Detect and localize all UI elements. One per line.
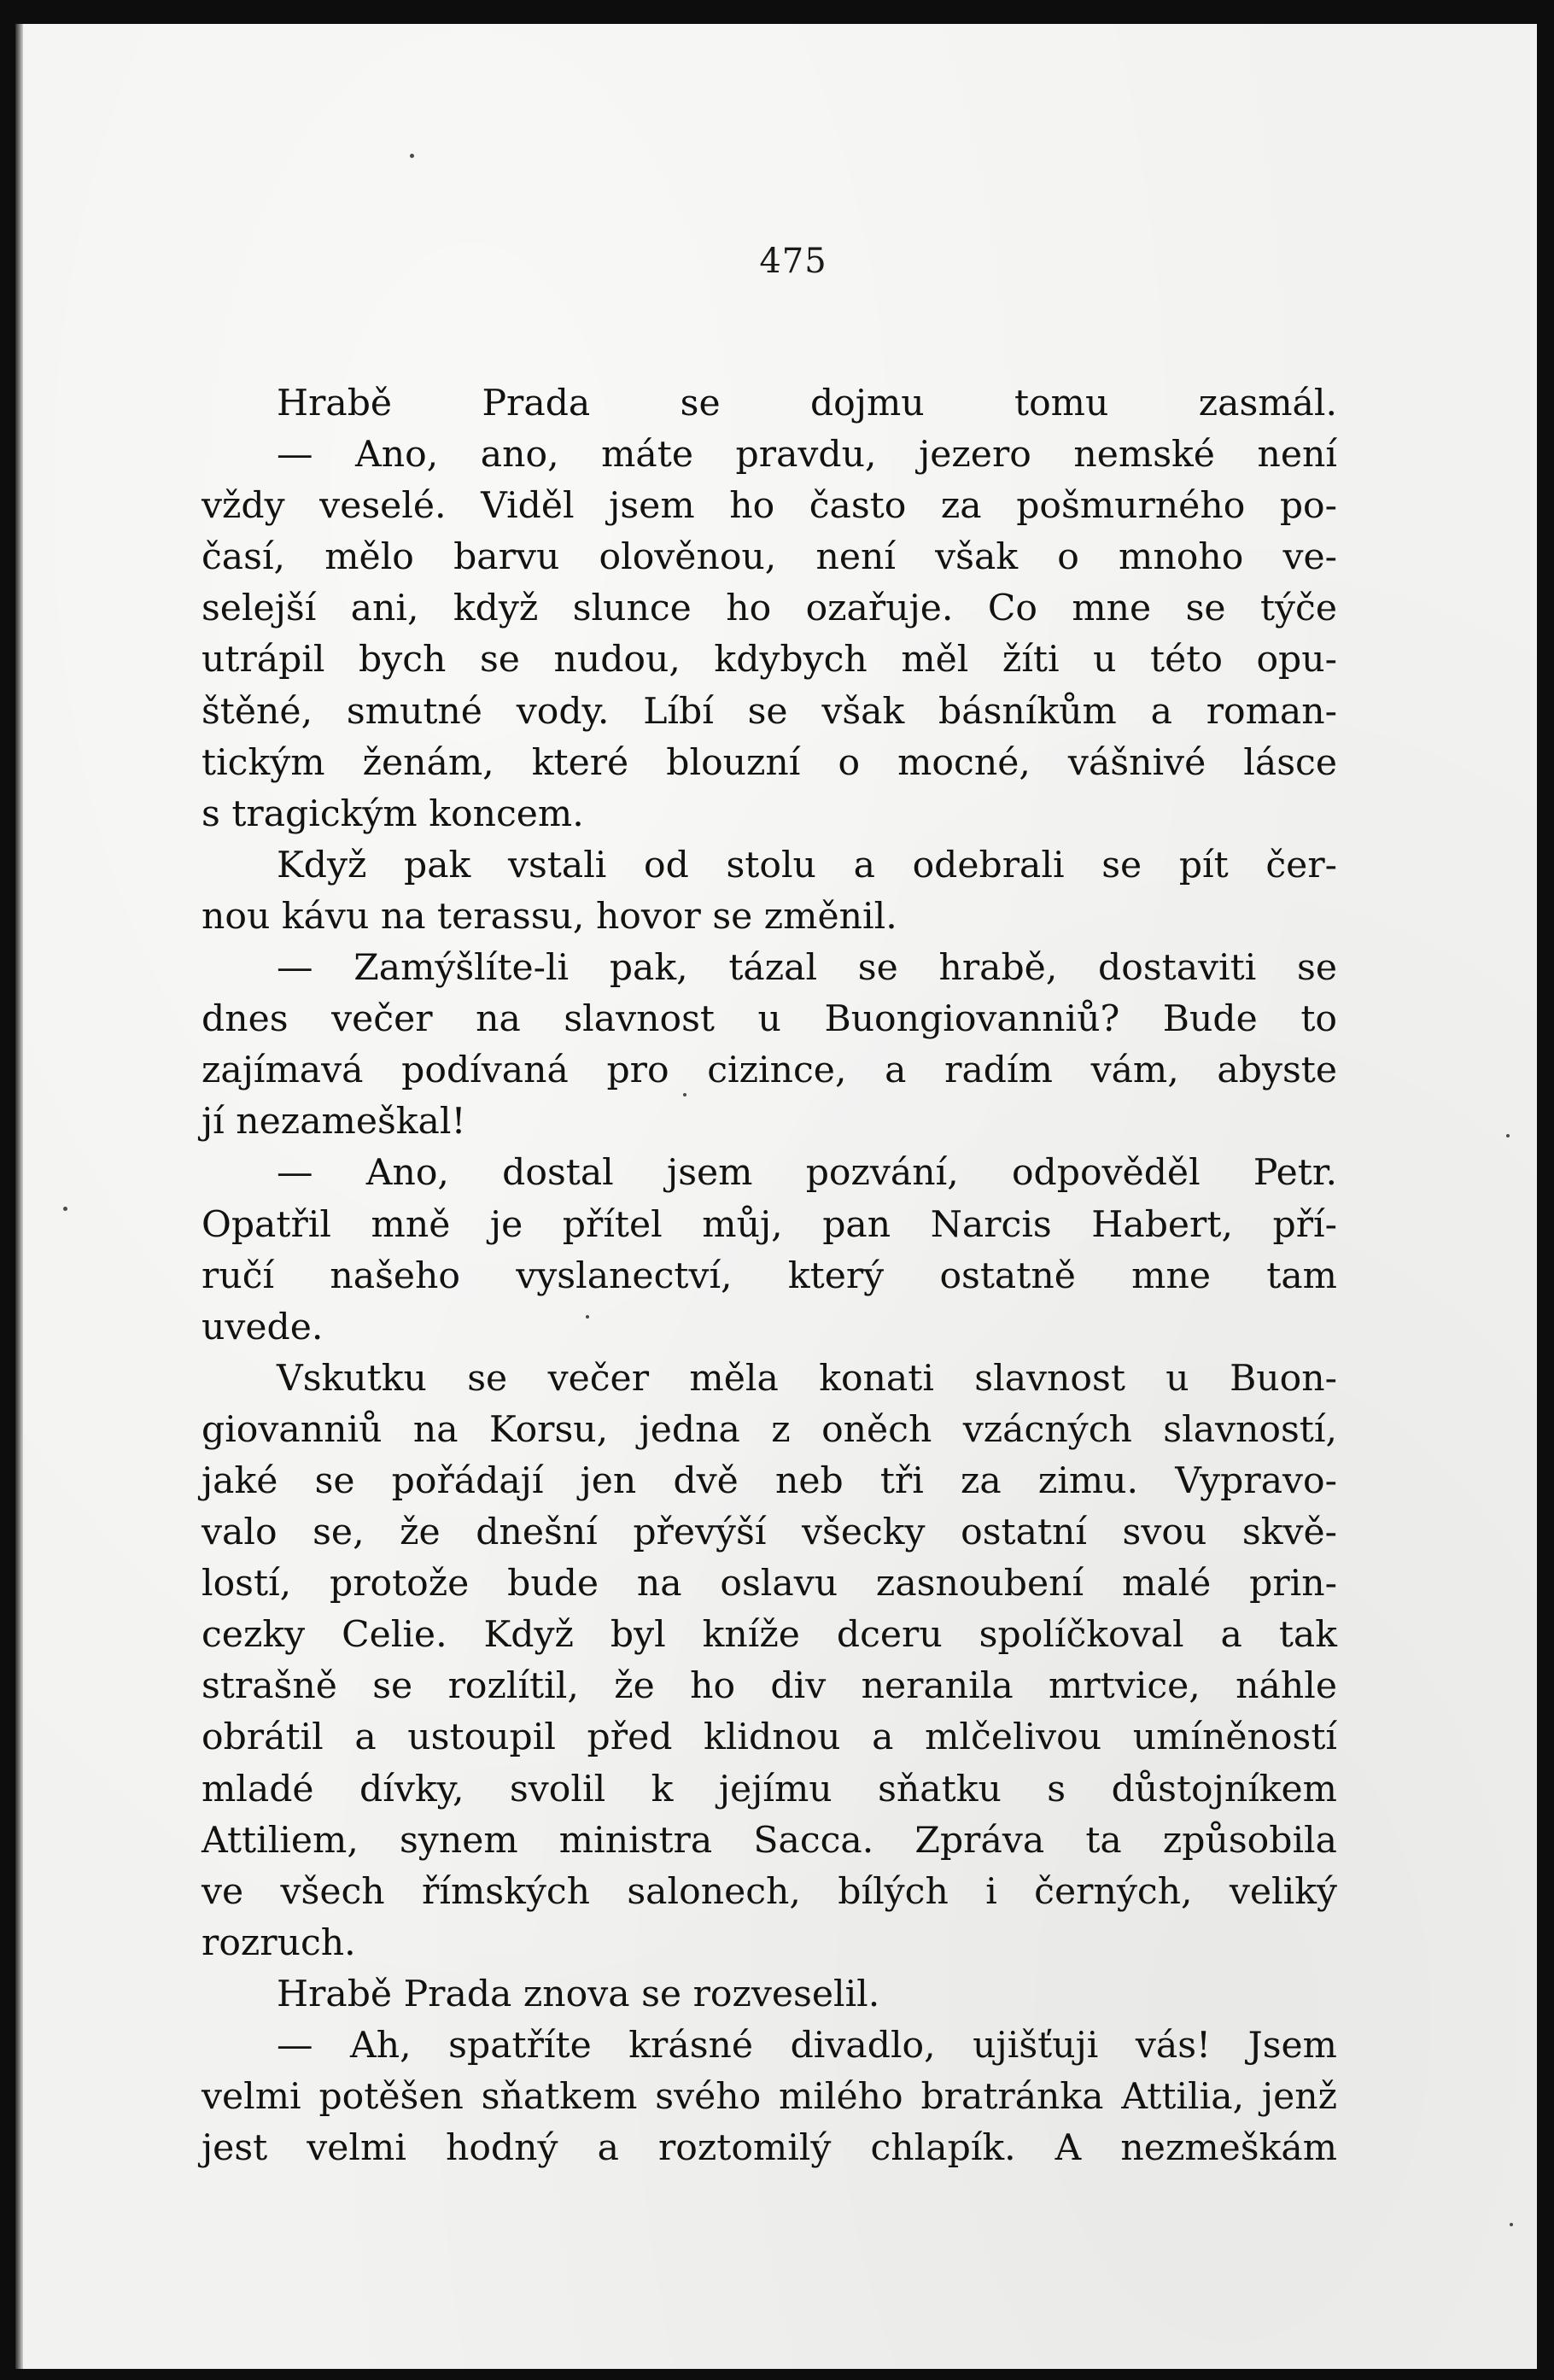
text-line: Attiliem, synem ministra Sacca. Zpráva ta způsobila xyxy=(202,1819,1337,1862)
text-line: lostí, protože bude na oslavu zasnoubení malé prin- xyxy=(202,1563,1337,1605)
page-number: 475 xyxy=(759,242,827,281)
text-line: rozruch. xyxy=(202,1921,356,1964)
text-line: strašně se rozlítil, že ho div neranila mrtvice, náhle xyxy=(202,1665,1337,1708)
scan-speck xyxy=(1510,2223,1513,2226)
text-line: mladé dívky, svolil k jejímu sňatku s důstojníkem xyxy=(202,1768,1337,1810)
text-line: jest velmi hodný a roztomilý chlapík. A nezmeškám xyxy=(202,2127,1337,2170)
text-line: selejší ani, když slunce ho ozařuje. Co mne se týče xyxy=(202,588,1337,630)
text-line: — Ah, spatříte krásné divadlo, ujišťuji vás! Jsem xyxy=(277,2025,1337,2067)
text-line: giovanniů na Korsu, jedna z oněch vzácných slavností, xyxy=(202,1408,1337,1451)
text-line: — Ano, ano, máte pravdu, jezero nemské není xyxy=(277,434,1337,477)
scanned-page xyxy=(15,24,1537,2369)
text-line: velmi potěšen sňatkem svého milého bratránka Attilia, jenž xyxy=(202,2076,1337,2119)
scan-speck xyxy=(410,154,414,158)
text-line: obrátil a ustoupil před klidnou a mlčelivou umíněností xyxy=(202,1716,1337,1759)
text-line: vždy veselé. Viděl jsem ho často za pošmurného po- xyxy=(202,485,1337,528)
text-line: tickým ženám, které blouzní o mocné, vášnivé lásce xyxy=(202,741,1337,784)
text-line: nou kávu na terassu, hovor se změnil. xyxy=(202,895,897,938)
text-line: Hrabě Prada se dojmu tomu zasmál. xyxy=(277,383,1337,424)
text-line: štěné, smutné vody. Líbí se však básníkům a roman- xyxy=(202,690,1337,733)
text-line: cezky Celie. Když byl kníže dceru spolíčkoval a tak xyxy=(202,1614,1337,1657)
page-left-edge-shadow xyxy=(15,24,23,2369)
text-line: utrápil bych se nudou, kdybych měl žíti u této opu- xyxy=(202,639,1337,681)
scan-speck xyxy=(586,1315,589,1319)
text-line: ve všech římských salonech, bílých i černých, veliký xyxy=(202,1870,1337,1913)
text-line: jí nezameškal! xyxy=(202,1101,466,1143)
text-line: Když pak vstali od stolu a odebrali se pít čer- xyxy=(277,844,1337,886)
text-line: Hrabě Prada znova se rozveselil. xyxy=(277,1973,880,2015)
text-line: jaké se pořádají jen dvě neb tři za zimu. Vypravo- xyxy=(202,1459,1337,1502)
text-line: — Ano, dostal jsem pozvání, odpověděl Petr. xyxy=(277,1152,1337,1195)
text-line: s tragickým koncem. xyxy=(202,792,584,835)
text-line: — Zamýšlíte-li pak, tázal se hrabě, dostaviti se xyxy=(277,947,1337,990)
scan-speck xyxy=(1506,1134,1510,1137)
body-text xyxy=(202,378,1337,2174)
text-line: uvede. xyxy=(202,1306,324,1348)
text-line: zajímavá podívaná pro cizince, a radím vám, abyste xyxy=(202,1050,1337,1092)
text-line: ručí našeho vyslanectví, který ostatně mne tam xyxy=(202,1254,1337,1297)
scan-speck xyxy=(63,1207,67,1211)
text-line: dnes večer na slavnost u Buongiovanniů? Bude to xyxy=(202,998,1337,1041)
text-line: valo se, že dnešní převýší všecky ostatní svou skvě- xyxy=(202,1512,1337,1554)
text-line: Opatřil mně je přítel můj, pan Narcis Habert, pří- xyxy=(202,1203,1337,1246)
scan-speck xyxy=(683,1093,686,1096)
text-line: Vskutku se večer měla konati slavnost u Buon- xyxy=(277,1357,1337,1400)
text-line: časí, mělo barvu olověnou, není však o mnoho ve- xyxy=(202,536,1337,579)
